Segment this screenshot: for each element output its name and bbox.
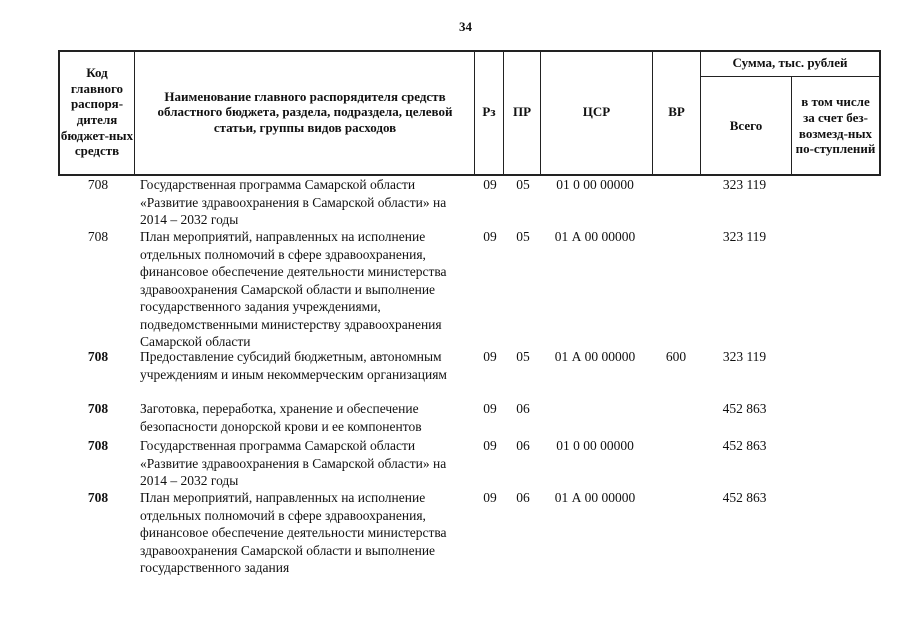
header-rz: Рз <box>482 104 496 120</box>
cell-name: Заготовка, переработка, хранение и обеспечение безопасности донорской крови и ее компонентов <box>140 401 422 434</box>
cell-pr: 06 <box>516 401 530 416</box>
cell-rz: 09 <box>483 438 497 453</box>
cell-name: Государственная программа Самарской области «Развитие здравоохранения в Самарской области» на 2014 – 2032 годы <box>140 438 447 488</box>
cell-name: Государственная программа Самарской области «Развитие здравоохранения в Самарской области» на 2014 – 2032 годы <box>140 177 447 227</box>
cell-pr: 06 <box>516 438 530 453</box>
cell-name: Предоставление субсидий бюджетным, автономным учреждениям и иным некоммерческим организациям <box>140 349 447 382</box>
header-sum: Сумма, тыс. рублей <box>732 55 848 71</box>
cell-rz: 09 <box>483 229 497 244</box>
cell-total: 452 863 <box>722 401 767 416</box>
cell-total: 323 119 <box>722 349 767 364</box>
table-header <box>58 50 880 176</box>
cell-total: 452 863 <box>722 438 767 453</box>
header-csr: ЦСР <box>582 104 611 120</box>
header-total: Всего <box>729 117 763 133</box>
cell-code: 708 <box>87 349 109 364</box>
cell-pr: 05 <box>516 177 530 192</box>
cell-total: 452 863 <box>722 490 767 505</box>
cell-code: 708 <box>87 177 109 192</box>
cell-code: 708 <box>87 229 109 244</box>
cell-vr: 600 <box>665 349 687 364</box>
cell-csr: 01 А 00 00000 <box>554 349 636 364</box>
cell-rz: 09 <box>483 401 497 416</box>
cell-csr: 01 0 00 00000 <box>556 177 634 192</box>
header-vr: ВР <box>668 104 685 120</box>
cell-csr: 01 А 00 00000 <box>554 490 636 505</box>
page-number: 34 <box>459 19 472 34</box>
cell-rz: 09 <box>483 349 497 364</box>
cell-csr: 01 0 00 00000 <box>556 438 634 453</box>
cell-code: 708 <box>87 401 109 416</box>
cell-pr: 05 <box>516 349 530 364</box>
cell-name: План мероприятий, направленных на исполнение отдельных полномочий в сфере здравоохранения, финансовое обеспечение деятельности министерства здравоохранения Самарской области и выполнение государственного задания учреждениями, подведомственными министерству здравоохранения Самарской области <box>140 229 447 349</box>
cell-total: 323 119 <box>722 177 767 192</box>
header-pr: ПР <box>512 104 532 120</box>
cell-rz: 09 <box>483 177 497 192</box>
cell-code: 708 <box>87 438 109 453</box>
cell-total: 323 119 <box>722 229 767 244</box>
header-code: Код главного распоря-дителя бюджет-ных средств <box>60 65 134 159</box>
cell-pr: 05 <box>516 229 530 244</box>
cell-pr: 06 <box>516 490 530 505</box>
header-incl: в том числе за счет без-возмезд-ных по-ступлений <box>795 94 876 157</box>
cell-csr: 01 А 00 00000 <box>554 229 636 244</box>
cell-code: 708 <box>87 490 109 505</box>
cell-rz: 09 <box>483 490 497 505</box>
cell-name: План мероприятий, направленных на исполнение отдельных полномочий в сфере здравоохранения, финансовое обеспечение деятельности министерства здравоохранения Самарской области и выполнение государственного задания <box>140 490 447 575</box>
header-name: Наименование главного распорядителя средств областного бюджета, раздела, подраздела, целевой статьи, группы видов расходов <box>157 88 453 135</box>
